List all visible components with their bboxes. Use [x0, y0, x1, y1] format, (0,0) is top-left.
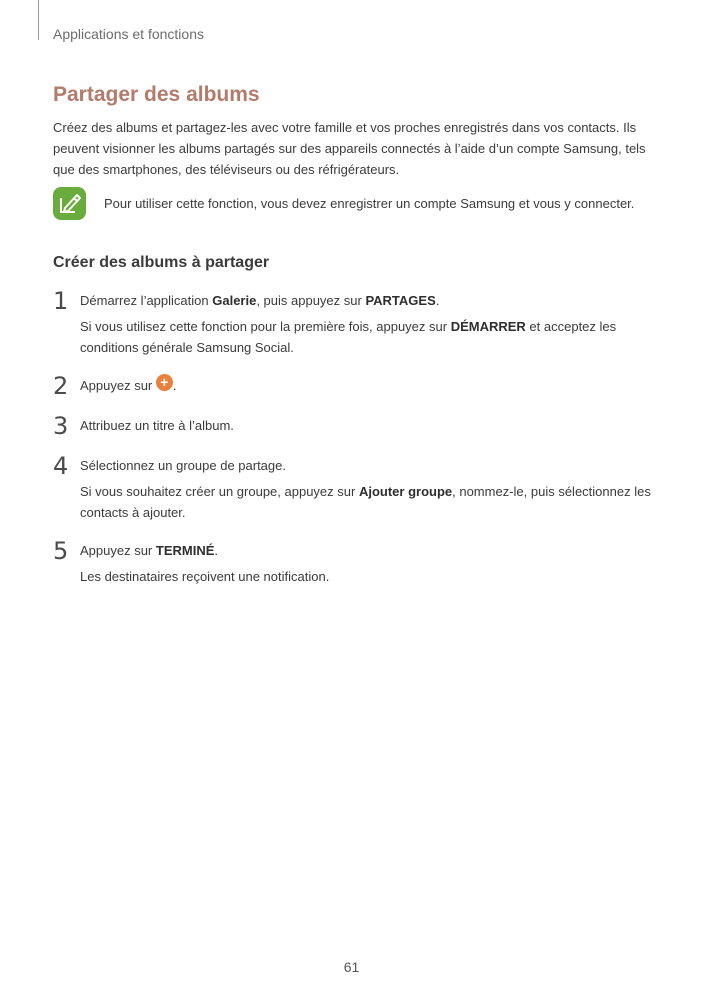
step-3: [53, 412, 653, 455]
step-instruction: Sélectionnez un groupe de partage.: [80, 458, 286, 473]
header-divider: [38, 0, 39, 40]
step-1: [53, 287, 653, 375]
add-plus-icon: +: [156, 374, 173, 391]
step-number: 3: [53, 412, 69, 440]
note-box: [53, 187, 663, 220]
step-detail: Si vous utilisez cette fonction pour la première fois, appuyez sur DÉMARRER et acceptez les conditions générale Samsung Social.: [80, 319, 617, 355]
step-2: [53, 372, 653, 415]
step-detail: Si vous souhaitez créer un groupe, appuyez sur Ajouter groupe, nommez-le, puis sélectionnez les contacts à ajouter.: [80, 484, 651, 520]
steps-list: [53, 287, 653, 600]
button-name-partages: PARTAGES: [365, 293, 436, 308]
step-detail: Les destinataires reçoivent une notification.: [80, 569, 330, 584]
running-header: Applications et fonctions: [53, 26, 204, 42]
step-5: [53, 537, 653, 600]
step-instruction: Attribuez un titre à l’album.: [80, 418, 234, 433]
step-instruction: Appuyez sur TERMINÉ.: [80, 543, 218, 558]
button-name-demarrer: DÉMARRER: [450, 319, 526, 334]
note-pencil-icon: [53, 187, 86, 220]
app-name-galerie: Galerie: [212, 293, 257, 308]
step-instruction: Appuyez sur + .: [80, 374, 177, 393]
step-instruction: Démarrez l’application Galerie, puis appuyez sur PARTAGES.: [80, 293, 440, 308]
page-number: 61: [343, 959, 360, 975]
step-number: 5: [53, 537, 69, 565]
button-name-ajouter-groupe: Ajouter groupe: [358, 484, 453, 499]
intro-paragraph: Créez des albums et partagez-les avec votre famille et vos proches enregistrés dans vos contacts. Ils peuvent visionner les albums partagés sur des appareils connectés à l’aide d’un compte Samsung, tels que des smartphones, des téléviseurs ou des réfrigérateurs.: [53, 120, 646, 177]
button-name-termine: TERMINÉ: [155, 543, 215, 558]
step-4: [53, 452, 653, 540]
step-number: 1: [53, 287, 69, 315]
step-number: 2: [53, 372, 69, 400]
subsection-title: Créer des albums à partager: [53, 254, 270, 271]
section-title: Partager des albums: [53, 83, 260, 106]
step-number: 4: [53, 452, 69, 480]
note-text: Pour utiliser cette fonction, vous devez enregistrer un compte Samsung et vous y connecter.: [104, 196, 635, 211]
